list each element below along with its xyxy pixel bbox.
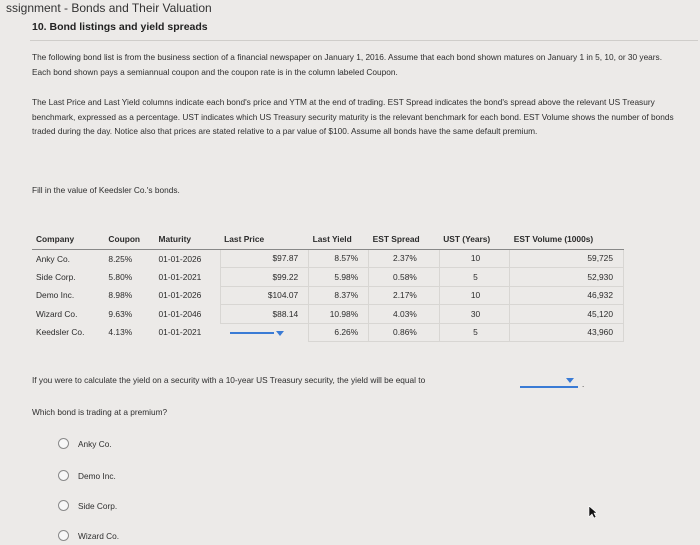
table-header-row xyxy=(32,233,624,249)
chevron-down-icon xyxy=(276,331,284,336)
cell-coupon: 9.63% xyxy=(108,308,133,319)
cell-company: Keedsler Co. xyxy=(36,327,85,338)
cell-maturity: 01-01-2021 xyxy=(158,271,202,282)
option-anky[interactable] xyxy=(58,438,112,449)
radio-button[interactable] xyxy=(58,530,69,541)
cell-last-price: $99.22 xyxy=(220,268,308,287)
radio-button[interactable] xyxy=(58,470,69,481)
table-row xyxy=(32,268,624,287)
cell-volume: 46,932 xyxy=(510,286,624,305)
section-title: 10. Bond listings and yield spreads xyxy=(32,21,208,33)
radio-button[interactable] xyxy=(58,500,69,511)
instruction-text: Fill in the value of Keedsler Co.'s bonds. xyxy=(32,185,180,195)
divider xyxy=(30,40,698,41)
cell-company: Wizard Co. xyxy=(36,308,78,319)
header-coupon: Coupon xyxy=(104,233,154,249)
cell-last-yield: 8.57% xyxy=(309,249,369,268)
cell-company: Demo Inc. xyxy=(36,290,75,301)
table-row xyxy=(32,305,624,324)
option-label: Side Corp. xyxy=(78,500,118,511)
option-demo[interactable] xyxy=(58,470,116,481)
cell-maturity: 01-01-2026 xyxy=(158,290,202,301)
cell-last-price: $97.87 xyxy=(220,249,308,268)
header-maturity: Maturity xyxy=(155,233,221,249)
cell-last-price: $104.07 xyxy=(220,286,308,305)
cell-maturity: 01-01-2026 xyxy=(158,253,202,264)
cell-coupon: 8.98% xyxy=(108,290,133,301)
cell-est-spread: 0.58% xyxy=(369,268,440,287)
header-est-spread: EST Spread xyxy=(369,233,440,249)
header-company: Company xyxy=(32,233,104,249)
keedsler-price-dropdown[interactable] xyxy=(220,323,308,342)
chevron-down-icon xyxy=(566,378,574,383)
mouse-cursor-icon xyxy=(588,505,598,519)
header-ust-years: UST (Years) xyxy=(439,233,510,249)
option-label: Demo Inc. xyxy=(78,470,116,481)
cell-last-price: $88.14 xyxy=(220,305,308,324)
cell-volume: 45,120 xyxy=(510,305,624,324)
header-last-yield: Last Yield xyxy=(309,233,369,249)
cell-last-yield: 8.37% xyxy=(309,286,369,305)
cell-volume: 59,725 xyxy=(510,249,624,268)
header-last-price: Last Price xyxy=(220,233,308,249)
option-wizard[interactable] xyxy=(58,530,119,541)
option-label: Anky Co. xyxy=(78,438,112,449)
intro-paragraph: The following bond list is from the business section of a financial newspaper on January 1, 2016. Assume that each bond shown matures on January 1 in 5, 10, or 30 years. Each bond shown pays a semiannual coupon and the coupon rate is in the column labeled Coupon. xyxy=(32,52,663,77)
cell-est-spread: 2.37% xyxy=(369,249,440,268)
cell-ust: 5 xyxy=(439,323,510,342)
yield-answer-dropdown[interactable] xyxy=(520,376,578,388)
option-label: Wizard Co. xyxy=(78,530,120,541)
cell-volume: 43,960 xyxy=(510,323,624,342)
cell-coupon: 4.13% xyxy=(108,327,133,338)
cell-last-yield: 6.26% xyxy=(309,323,369,342)
cell-coupon: 5.80% xyxy=(108,271,133,282)
dropdown-underline xyxy=(230,332,274,334)
sentence-period: . xyxy=(582,380,585,389)
header-est-volume: EST Volume (1000s) xyxy=(510,233,624,249)
cell-company: Anky Co. xyxy=(36,253,70,264)
cell-last-yield: 5.98% xyxy=(309,268,369,287)
window-title: ssignment - Bonds and Their Valuation xyxy=(6,1,212,15)
bond-table xyxy=(32,233,624,342)
question-premium: Which bond is trading at a premium? xyxy=(32,407,168,417)
option-side[interactable] xyxy=(58,500,117,511)
cell-maturity: 01-01-2021 xyxy=(158,327,202,338)
cell-est-spread: 4.03% xyxy=(369,305,440,324)
dropdown-underline xyxy=(520,386,578,388)
cell-ust: 5 xyxy=(439,268,510,287)
radio-button[interactable] xyxy=(58,438,69,449)
question-yield: If you were to calculate the yield on a security with a 10-year US Treasury security, the yield will be equal to xyxy=(32,375,426,385)
cell-company: Side Corp. xyxy=(36,271,76,282)
cell-volume: 52,930 xyxy=(510,268,624,287)
table-row xyxy=(32,286,624,305)
explanation-paragraph: The Last Price and Last Yield columns indicate each bond's price and YTM at the end of trading. EST Spread indicates the bond's spread above the relevant US Treasury benchmark, expressed as a percentage. UST indicates which US Treasury security maturity is the relevant benchmark for each bond. EST Volume shows the number of bonds traded during the day. Notice also that prices are stated relative to a par value of $100. Assume all bonds have the same default premium. xyxy=(32,97,674,136)
cell-est-spread: 0.86% xyxy=(369,323,440,342)
table-row xyxy=(32,249,624,268)
cell-coupon: 8.25% xyxy=(108,253,133,264)
cell-last-yield: 10.98% xyxy=(309,305,369,324)
cell-maturity: 01-01-2046 xyxy=(158,308,202,319)
cell-ust: 10 xyxy=(439,286,510,305)
table-row xyxy=(32,323,624,342)
cell-est-spread: 2.17% xyxy=(369,286,440,305)
cell-ust: 30 xyxy=(439,305,510,324)
cell-ust: 10 xyxy=(439,249,510,268)
